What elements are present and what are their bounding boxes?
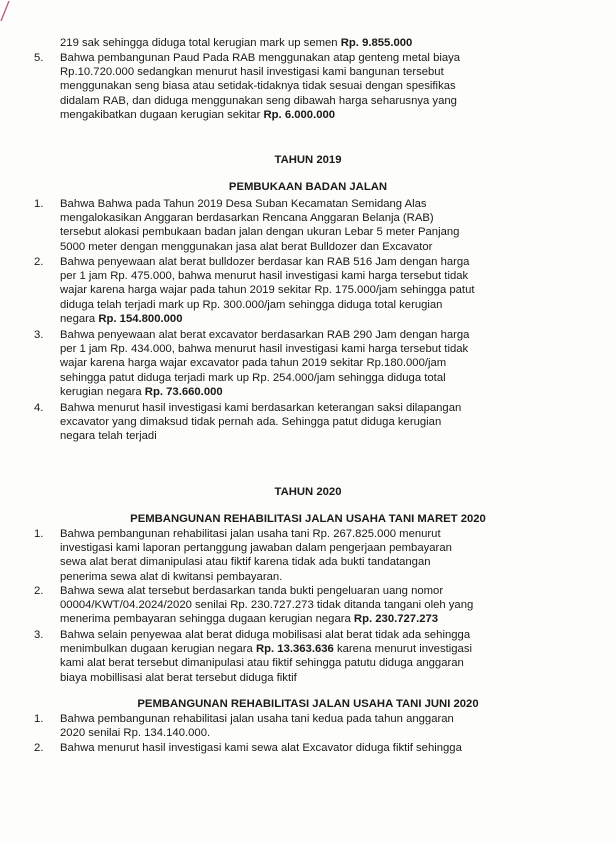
text-line: 00004/KWT/04.2024/2020 senilai Rp. 230.727.273 tidak ditanda tangani oleh yang — [60, 599, 474, 612]
section-title-march-2020: PEMBANGUNAN REHABILITASI JALAN USAHA TANI MARET 2020 — [130, 513, 486, 525]
item-number: 3. — [34, 629, 44, 641]
carry-line — [60, 36, 580, 50]
text-line: negara telah terjadi — [60, 430, 157, 443]
text-line: sewa alat berat dimanipulasi atau fiktif karena tidak ada bukti tandatangan — [60, 556, 431, 569]
year-heading-2019: TAHUN 2019 — [274, 154, 342, 166]
text-line: menerima pembayaran sehingga dugaan kerugian negara — [60, 613, 351, 626]
text-line: Bahwa pembangunan rehabilitasi jalan usaha tani kedua pada tahun anggaran — [60, 713, 454, 725]
text-line: didalam RAB, dan diduga menggunakan seng dibawah harga seharusnya yang — [60, 94, 457, 107]
text-line: tersebut alokasi pembukaan badan jalan dengan ukuran Lebar 5 meter Panjang — [60, 226, 460, 239]
text-line: kerugian negara — [60, 385, 142, 398]
section-title-2019: PEMBUKAAN BADAN JALAN — [228, 181, 388, 193]
text-line: sehingga patut diduga terjadi mark up Rp. 254.000/jam sehingga diduga total — [60, 371, 446, 384]
text-line: biaya mobillisasi alat berat tersebut diduga fiktif — [60, 671, 297, 684]
pen-mark — [0, 0, 14, 22]
amount: Rp. 13.363.636 — [255, 643, 334, 656]
amount: Rp. 6.000.000 — [263, 108, 336, 121]
text-line: investigasi kami laporan pertanggung jawaban dalam pengerjaan pembayaran — [60, 542, 452, 555]
carry-text: 219 sak sehingga diduga total kerugian mark up semen — [60, 37, 338, 49]
text-line: 5000 meter dengan menggunakan jasa alat berat Bulldozer dan Excavator — [60, 240, 433, 253]
text-line: menimbulkan dugaan kerugian negara — [60, 643, 253, 656]
item-number: 4. — [34, 402, 44, 414]
text-line: 2020 senilai Rp. 134.140.000. — [60, 727, 211, 740]
text-line: mengakibatkan dugaan kerugian sekitar — [60, 108, 261, 121]
carry-amount: Rp. 9.855.000 — [340, 37, 413, 49]
item-number: 2. — [34, 256, 44, 268]
item-number: 5. — [34, 52, 44, 64]
amount: Rp. 73.660.000 — [144, 385, 223, 398]
text-line: excavator yang dimaksud tidak pernah ada. Sehingga patut diduga kerugian — [60, 416, 442, 429]
text-line: Bahwa selain penyewaa alat berat diduga mobilisasi alat berat tidak ada sehingga — [60, 629, 471, 641]
text-line: karena menurut investigasi — [336, 643, 472, 656]
text-line: Bahwa sewa alat tersebut berdasarkan tanda bukti pengeluaran uang nomor — [60, 585, 444, 597]
item-number: 1. — [34, 713, 44, 725]
text-line: Bahwa menurut hasil investigasi kami sewa alat Excavator diduga fiktif sehingga — [60, 742, 462, 754]
text-line: kami alat berat tersebut dimanipulasi atau fiktif sehingga patutu diduga anggaran — [60, 657, 464, 670]
item-number: 2. — [34, 742, 44, 754]
text-line: Bahwa pembangunan Paud Pada RAB menggunakan atap genteng metal biaya — [60, 52, 461, 64]
text-line: penerima sewa alat di kwitansi pembayaran. — [60, 570, 283, 583]
text-line: Rp.10.720.000 sedangkan menurut hasil investigasi kami bangunan tersebut — [60, 66, 444, 79]
text-line: menggunakan seng biasa atau setidak-tidaknya tidak sesuai dengan spesifikas — [60, 80, 456, 93]
text-line: Bahwa menurut hasil investigasi kami berdasarkan keterangan saksi dilapangan — [60, 402, 462, 414]
text-line: mengalokasikan Anggaran berdasarkan Rencana Anggaran Belanja (RAB) — [60, 212, 434, 225]
item-number: 2. — [34, 585, 44, 597]
section-title-june-2020: PEMBANGUNAN REHABILITASI JALAN USAHA TANI JUNI 2020 — [137, 698, 479, 710]
text-line: per 1 jam Rp. 434.000, bahwa menurut hasil investigasi kami harga tersebut tidak — [60, 343, 469, 356]
text-line: wajar karena harga wajar excavator pada tahun 2019 sekitar Rp.180.000/jam — [60, 357, 447, 370]
year-heading-2020: TAHUN 2020 — [274, 486, 342, 498]
text-line: diduga telah terjadi mark up Rp. 300.000/jam sehingga diduga total kerugian — [60, 298, 443, 311]
item-number: 1. — [34, 198, 44, 210]
item-number: 3. — [34, 329, 44, 341]
text-line: Bahwa penyewaan alat berat bulldozer berdasar kan RAB 516 Jam dengan harga — [60, 256, 470, 268]
text-line: Bahwa pembangunan rehabilitasi jalan usaha tani Rp. 267.825.000 menurut — [60, 528, 441, 540]
text-line: Bahwa Bahwa pada Tahun 2019 Desa Suban Kecamatan Semidang Alas — [60, 198, 427, 210]
text-line: per 1 jam Rp. 475.000, bahwa menurut hasil investigasi kami harga tersebut tidak — [60, 270, 469, 283]
item-number: 1. — [34, 528, 44, 540]
amount: Rp. 154.800.000 — [98, 312, 183, 325]
amount: Rp. 230.727.273 — [353, 613, 439, 626]
text-line: Bahwa penyewaan alat berat excavator berdasarkan RAB 290 Jam dengan harga — [60, 329, 470, 341]
text-line: negara — [60, 312, 96, 325]
text-line: wajar karena harga wajar pada tahun 2019 sekitar Rp. 175.000/jam sehingga patut — [60, 284, 475, 297]
